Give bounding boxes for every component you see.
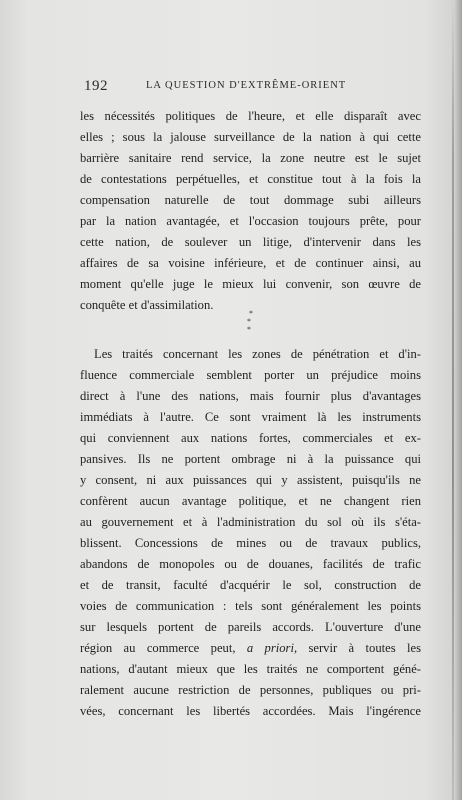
- text-line: les nécessités politiques de l'heure, et elle disparaît avec: [80, 109, 421, 123]
- text-line: qui conviennent aux nations fortes, commerciales et ex-: [80, 431, 421, 445]
- text-line: y consent, ni aux puissances qui y assistent, puisqu'ils ne: [80, 473, 421, 487]
- text-line: barrière sanitaire rend service, la zone neutre est le sujet: [80, 151, 421, 165]
- text-line: abandons de monopoles ou de douanes, facilités de trafic: [80, 557, 421, 571]
- page-edge-shadow: [454, 0, 462, 800]
- running-head: [84, 78, 420, 96]
- separator-bottom: * *: [247, 317, 259, 334]
- text-line: Les traités concernant les zones de pénétration et d'in-: [94, 347, 421, 361]
- text-line: elles ; sous la jalouse surveillance de la nation à qui cette: [80, 130, 421, 144]
- text-segment: région au commerce peut,: [80, 641, 247, 655]
- text-line: nations, d'autant mieux que les traités ne comportent géné-: [80, 662, 421, 676]
- text-line: sur lesquels portent de pareils accords. L'ouverture d'une: [80, 620, 421, 634]
- text-line: direct à l'une des nations, mais fournir plus d'avantages: [80, 389, 421, 403]
- text-line: de contestations perpétuelles, et constitue tout à la fois la: [80, 172, 421, 186]
- italic-phrase: a priori,: [246, 641, 298, 655]
- text-line: pansives. Ils ne portent ombrage ni à la puissance qui: [80, 452, 421, 466]
- text-segment: servir à toutes les: [297, 641, 421, 655]
- paragraph-1: [80, 106, 421, 316]
- text-line: fluence commerciale semblent porter un préjudice moins: [80, 368, 421, 382]
- separator-top: *: [249, 309, 253, 318]
- text-line-with-italic: [80, 638, 421, 659]
- text-line: vées, concernant les libertés accordées. Mais l'ingérence: [80, 704, 421, 718]
- text-line: au gouvernement et à l'administration du sol où ils s'éta-: [80, 515, 421, 529]
- text-line: et de transit, faculté d'acquérir le sol, construction de: [80, 578, 421, 592]
- text-line: voies de communication : tels sont généralement les points: [80, 599, 421, 613]
- text-line: par la nation avantagée, et l'occasion toujours prête, pour: [80, 214, 421, 228]
- text-line: compensation naturelle de tout dommage subi ailleurs: [80, 193, 421, 207]
- text-line: cette nation, de soulever un litige, d'intervenir dans les: [80, 235, 421, 249]
- text-line: moment qu'elle juge le mieux lui convenir, son œuvre de: [80, 277, 421, 291]
- text-line: confèrent aucun avantage politique, et ne changent rien: [80, 494, 421, 508]
- text-line: ralement aucune restriction de personnes, publiques ou pri-: [80, 683, 421, 697]
- paragraph-2: [80, 344, 421, 722]
- text-line: conquête et d'assimilation.: [80, 298, 214, 312]
- text-line: blissent. Concessions de mines ou de travaux publics,: [80, 536, 421, 550]
- text-line: affaires de sa voisine inférieure, et de continuer ainsi, au: [80, 256, 421, 270]
- section-separator: [236, 310, 266, 334]
- running-title: LA QUESTION D'EXTRÊME-ORIENT: [146, 80, 347, 91]
- text-line: immédiats à l'autre. Ce sont vraiment là les instruments: [80, 410, 421, 424]
- page-number: 192: [84, 78, 108, 94]
